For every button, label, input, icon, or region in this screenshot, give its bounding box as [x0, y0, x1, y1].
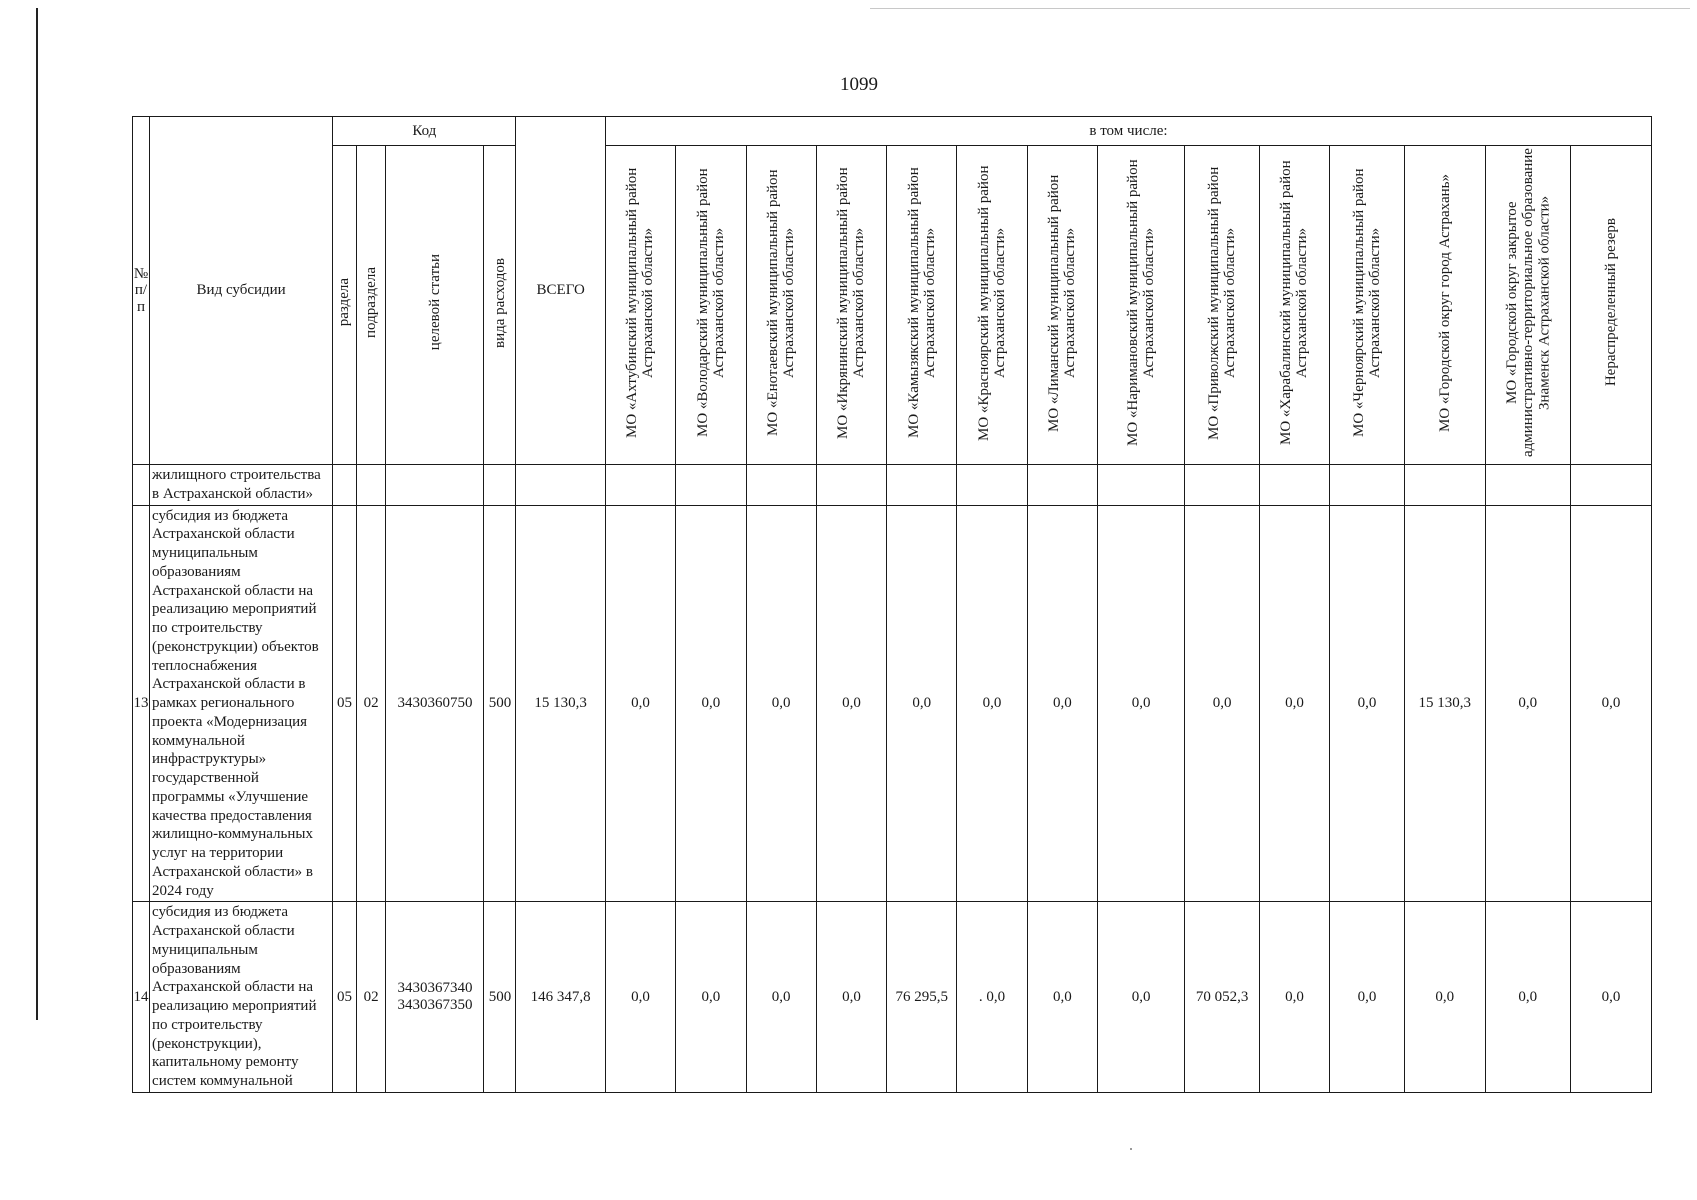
- row-value: [887, 465, 957, 506]
- row-value: 0,0: [1570, 902, 1651, 1093]
- row-podrazdel: 02: [356, 902, 386, 1093]
- header-including: в том числе:: [605, 117, 1651, 146]
- row-razdel: 05: [333, 902, 356, 1093]
- row-podrazdel: 02: [356, 505, 386, 902]
- row-vid: 500: [484, 902, 516, 1093]
- header-podrazdel: подраздела: [356, 146, 386, 465]
- row-value: [957, 465, 1027, 506]
- row-value: 0,0: [1259, 505, 1329, 902]
- header-mo-narimanovsky: МО «Наримановский муниципальный район Астраханской области»: [1097, 146, 1184, 465]
- header-mo-volodarsky: МО «Володарский муниципальный район Астраханской области»: [676, 146, 746, 465]
- header-vid-subsidii: Вид субсидии: [150, 117, 333, 465]
- row-num: 14: [133, 902, 150, 1093]
- row-value: [1097, 465, 1184, 506]
- header-mo-enotaevsky: МО «Енотаевский муниципальный район Астраханской области»: [746, 146, 816, 465]
- header-mo-znamensk: МО «Городской округ закрытое административно-территориальное образование Знаменск Астраханской области»: [1485, 146, 1570, 465]
- header-mo-privolzhsky: МО «Приволжский муниципальный район Астраханской области»: [1185, 146, 1260, 465]
- row-value: 0,0: [1485, 902, 1570, 1093]
- row-vid: 500: [484, 505, 516, 902]
- table-row: [133, 465, 1652, 506]
- row-value: [1259, 465, 1329, 506]
- row-num: [133, 465, 150, 506]
- page-number: 1099: [840, 74, 878, 95]
- row-value: 0,0: [1404, 902, 1485, 1093]
- row-value: 0,0: [676, 505, 746, 902]
- row-value: [1330, 465, 1405, 506]
- row-total: [516, 465, 605, 506]
- header-mo-limansky: МО «Лиманский муниципальный район Астраханской области»: [1027, 146, 1097, 465]
- header-mo-kamyzyaksky: МО «Камызякский муниципальный район Астраханской области»: [887, 146, 957, 465]
- row-description: субсидия из бюджета Астраханской области муниципальным образованиям Астраханской области на реализацию мероприятий по строительству (реконструкции) объектов теплоснабжения Астраханской области в рамках регионального проекта «Модернизация коммунальной инфраструктуры» государственной программы «Улучшение качества предоставления жилищно-коммунальных услуг на территории Астраханской области» в 2024 году: [150, 505, 333, 902]
- row-value: 0,0: [1027, 505, 1097, 902]
- row-value: 15 130,3: [1404, 505, 1485, 902]
- row-value: 0,0: [1097, 505, 1184, 902]
- header-mo-astrakhan: МО «Городской округ город Астрахань»: [1404, 146, 1485, 465]
- header-total: ВСЕГО: [516, 117, 605, 465]
- row-description: субсидия из бюджета Астраханской области муниципальным образованиям Астраханской области на реализацию мероприятий по строительству (реконструкции), капитальному ремонту систем коммунальной: [150, 902, 333, 1093]
- header-row-2: [133, 146, 1652, 465]
- row-value: 76 295,5: [887, 902, 957, 1093]
- row-value: [746, 465, 816, 506]
- subsidy-table: [132, 116, 1652, 1093]
- row-value: 0,0: [1027, 902, 1097, 1093]
- row-value: [676, 465, 746, 506]
- row-value: 0,0: [605, 902, 675, 1093]
- header-num: № п/п: [133, 117, 150, 465]
- header-mo-kharabalinsky: МО «Харабалинский муниципальный район Астраханской области»: [1259, 146, 1329, 465]
- row-value: 0,0: [1330, 505, 1405, 902]
- row-target: [386, 465, 484, 506]
- row-target: 3430367340 3430367350: [386, 902, 484, 1093]
- left-margin-line: [36, 8, 38, 1020]
- table-row: [133, 505, 1652, 902]
- top-scan-line: [870, 8, 1690, 9]
- header-reserve: Нераспределенный резерв: [1570, 146, 1651, 465]
- row-value: [605, 465, 675, 506]
- row-value: [1485, 465, 1570, 506]
- row-value: [1570, 465, 1651, 506]
- row-value: [816, 465, 886, 506]
- row-value: 0,0: [887, 505, 957, 902]
- row-value: 0,0: [816, 902, 886, 1093]
- row-value: [1185, 465, 1260, 506]
- row-podrazdel: [356, 465, 386, 506]
- header-mo-chernoyarsky: МО «Черноярский муниципальный район Астраханской области»: [1330, 146, 1405, 465]
- row-value: 70 052,3: [1185, 902, 1260, 1093]
- row-value: . 0,0: [957, 902, 1027, 1093]
- header-target-article: целевой статьи: [386, 146, 484, 465]
- row-value: [1404, 465, 1485, 506]
- header-mo-akhtubinsky: МО «Ахтубинский муниципальный район Астраханской области»: [605, 146, 675, 465]
- row-value: 0,0: [1185, 505, 1260, 902]
- row-value: 0,0: [746, 505, 816, 902]
- row-value: 0,0: [1330, 902, 1405, 1093]
- header-mo-krasnoyarsky: МО «Красноярский муниципальный район Астраханской области»: [957, 146, 1027, 465]
- row-description: жилищного строительства в Астраханской области»: [150, 465, 333, 506]
- row-total: 15 130,3: [516, 505, 605, 902]
- row-vid: [484, 465, 516, 506]
- row-value: 0,0: [1485, 505, 1570, 902]
- row-value: 0,0: [816, 505, 886, 902]
- row-value: [1027, 465, 1097, 506]
- row-total: 146 347,8: [516, 902, 605, 1093]
- row-value: 0,0: [1097, 902, 1184, 1093]
- table-row: [133, 902, 1652, 1093]
- row-value: 0,0: [1259, 902, 1329, 1093]
- row-value: 0,0: [746, 902, 816, 1093]
- row-razdel: [333, 465, 356, 506]
- scan-speck: [1130, 1148, 1132, 1150]
- header-mo-ikryaninsky: МО «Икрянинский муниципальный район Астраханской области»: [816, 146, 886, 465]
- header-expense-type: вида расходов: [484, 146, 516, 465]
- row-value: 0,0: [676, 902, 746, 1093]
- header-razdel: раздела: [333, 146, 356, 465]
- header-row-1: [133, 117, 1652, 146]
- row-value: 0,0: [957, 505, 1027, 902]
- row-value: 0,0: [605, 505, 675, 902]
- row-target: 3430360750: [386, 505, 484, 902]
- row-value: 0,0: [1570, 505, 1651, 902]
- header-code: Код: [333, 117, 516, 146]
- row-razdel: 05: [333, 505, 356, 902]
- row-num: 13: [133, 505, 150, 902]
